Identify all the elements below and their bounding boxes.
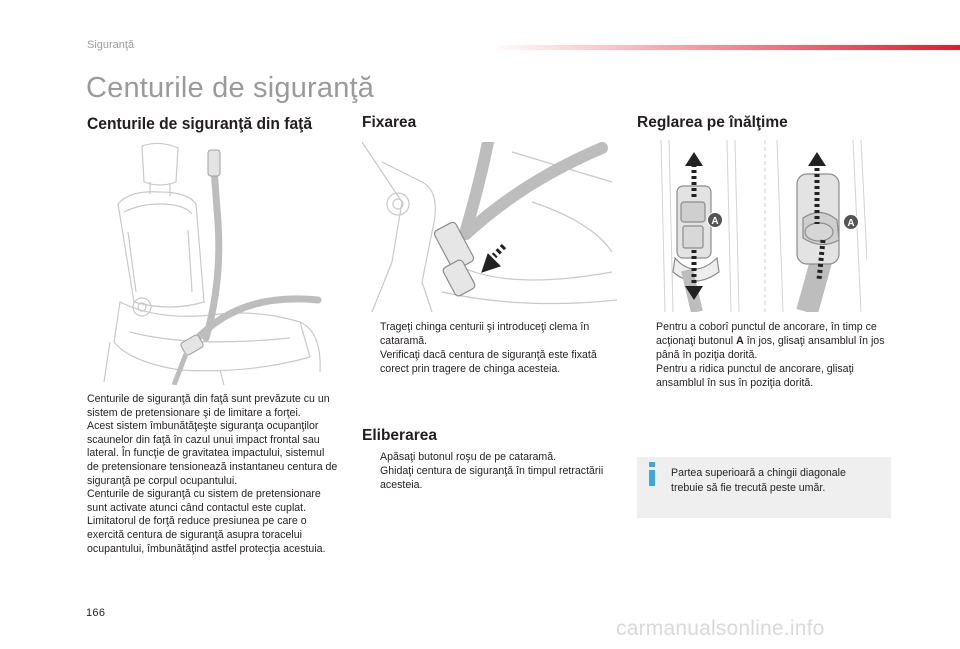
- callout-label: A: [711, 216, 719, 227]
- page-number: 166: [86, 607, 106, 619]
- list-item: Apăsaţi butonul roşu de pe cataramă.: [380, 451, 557, 463]
- front-seat-belt-illustration: [100, 142, 335, 385]
- buckle-drawing: [362, 142, 617, 312]
- header-accent-bar: [490, 45, 960, 50]
- list-item: Ghidaţi centura de siguranţă în timpul retractării acesteia.: [380, 465, 604, 491]
- front-belts-paragraph: Centurile de siguranţă cu sistem de pretensionare sunt activate atunci când contactul este cuplat.: [87, 488, 321, 514]
- info-text: Partea superioară a chingii diagonale trebuie să fie trecută peste umăr.: [671, 467, 846, 494]
- section-label: Siguranţă: [87, 39, 135, 51]
- fastening-heading: Fixarea: [362, 114, 417, 131]
- info-icon: [645, 462, 659, 486]
- front-belts-paragraph: Acest sistem îmbunătăţeşte siguranţa ocupanţilor scaunelor din faţă în cazul unui impact frontal sau lateral. În funcţie de gravitatea impactului, sistemul de pretensionare tensionează instantaneu centura de siguranţă pe corpul ocupantului.: [87, 420, 338, 487]
- front-belts-paragraph: Limitatorul de forţă reduce presiunea pe care o exercită centura de siguranţă asupra toracelui ocupantului, îmbunătăţind astfel protecţia acestuia.: [87, 515, 326, 555]
- callout-a-right: [844, 215, 859, 230]
- release-instructions: [362, 450, 612, 492]
- list-item: Pentru a coborî punctul de ancorare, în timp ce acţionaţi butonul A în jos, glisaţi ansamblul în jos până în poziţia dorită.: [656, 321, 885, 361]
- page-title: Centurile de siguranţă: [86, 72, 375, 104]
- callout-label: A: [847, 218, 855, 229]
- height-adjustment-illustration: [657, 140, 867, 312]
- front-belts-description: [87, 393, 338, 556]
- front-belts-paragraph: Centurile de siguranţă din faţă sunt prevăzute cu un sistem de pretensionare şi de limitare a forţei.: [87, 393, 330, 419]
- fastening-instructions: [362, 320, 612, 376]
- list-item: Verificaţi dacă centura de siguranţă este fixată corect prin tragere de chinga acesteia.: [380, 349, 597, 375]
- height-adjustment-instructions: [638, 320, 891, 390]
- list-item: Trageţi chinga centurii şi introduceţi clema în cataramă.: [380, 321, 590, 347]
- seat-drawing: [100, 142, 335, 385]
- release-heading: Eliberarea: [362, 427, 437, 444]
- callout-a-left: [708, 213, 723, 228]
- height-adjustment-heading: Reglarea pe înălţime: [637, 114, 788, 131]
- button-a-label: A: [736, 335, 744, 347]
- watermark: carmanualsonline.info: [616, 617, 825, 640]
- height-adjuster-drawing: [657, 140, 867, 312]
- buckle-fastening-illustration: [362, 142, 617, 312]
- front-belts-heading: Centurile de siguranţă din faţă: [87, 114, 313, 133]
- list-item: Pentru a ridica punctul de ancorare, glisaţi ansamblul în sus în poziţia dorită.: [656, 363, 854, 389]
